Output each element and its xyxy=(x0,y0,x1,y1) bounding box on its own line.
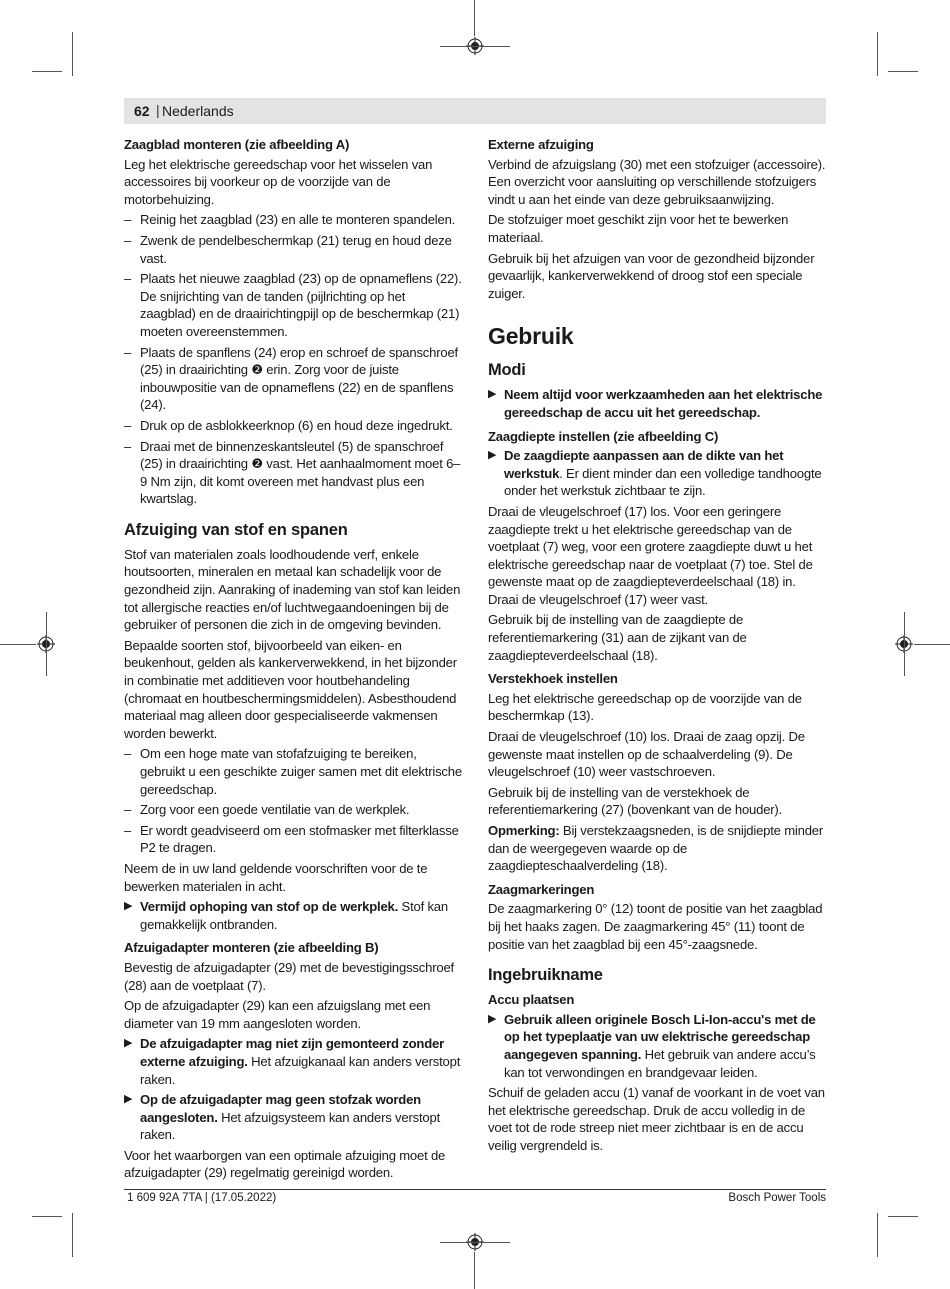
crop-mark xyxy=(888,71,918,72)
warning-item xyxy=(488,1011,828,1081)
warning-text: Het afzuigkanaal kan anders verstopt raken. xyxy=(140,1053,461,1087)
warning-bold: Op de afzuigadapter mag geen stofzak worden aangesloten. xyxy=(140,1092,421,1125)
header-language: Nederlands xyxy=(162,103,234,119)
crop-mark xyxy=(72,32,73,76)
triangle-bullet-icon: ▶ xyxy=(124,900,133,913)
warning-item xyxy=(124,898,464,933)
crop-mark xyxy=(888,1216,918,1217)
warning-bold: Gebruik alleen originele Bosch Li-Ion-accu's met de op het typeplaatje van uw elektrische gereedschap aangegeven spanning. xyxy=(504,1011,816,1062)
footer-doc-code: 1 609 92A 7TA | (17.05.2022) xyxy=(127,1192,277,1204)
note-label: Opmerking: xyxy=(488,823,560,838)
footer-brand: Bosch Power Tools xyxy=(728,1192,826,1204)
crop-mark xyxy=(904,612,905,676)
section-title: Zaagblad monteren (zie afbeelding A) xyxy=(124,137,350,152)
section-title: Zaagmarkeringen xyxy=(488,881,595,897)
paragraph: Gebruik bij de instelling van de zaagdiepte de referentiemarkering (31) aan de zijkant van de zaagdiepteverdeelschaal (18). xyxy=(488,612,747,663)
list-item: – Plaats het nieuwe zaagblad (23) op de opnameflens (22). De snijrichting van de tanden (pijlrichting op het zaagblad) en de draairichtingpijl op de beschermkap (21) moeten overeenstemmen. xyxy=(124,270,464,340)
crop-mark xyxy=(0,644,36,645)
warning-text: Het afzuigsysteem kan anders verstopt raken. xyxy=(140,1109,441,1143)
crop-mark xyxy=(914,644,950,645)
triangle-bullet-icon: ▶ xyxy=(488,388,497,401)
triangle-bullet-icon: ▶ xyxy=(124,1037,133,1050)
warning-bold: Vermijd ophoping van stof op de werkplek. xyxy=(140,899,399,915)
paragraph: Stof van materialen zoals loodhoudende verf, enkele houtsoorten, mineralen en metaal kan schadelijk voor de gezondheid zijn. Aanraking of inademing van stof kan leiden tot allergische reacties en/of luchtwegaandoeningen bij de gebruiker of personen die zich in de omgeving bevinden. xyxy=(124,546,461,633)
paragraph: Draai de vleugelschroef (17) los. Voor een geringere zaagdiepte trekt u het elektrische gereedschap van de voetplaat (7) weg, voor een grotere zaagdiepte duwt u het elektrische gereedschap naar de voetplaat (7) toe. Stel de gewenste maat op de zaagdiepteverdeelschaal (18) in. Draai de vleugelschroef (17) weer vast. xyxy=(488,503,813,607)
footer-divider xyxy=(124,1189,826,1190)
warning-item xyxy=(488,386,828,421)
crop-mark xyxy=(440,46,510,47)
paragraph: Leg het elektrische gereedschap voor het wisselen van accessoires bij voorkeur op de voorzijde van de motorbehuizing. xyxy=(124,156,433,207)
crop-mark xyxy=(440,1242,510,1243)
warning-text: . Er dient minder dan een volledige tandhoogte onder het werkstuk zichtbaar te zijn. xyxy=(504,465,822,499)
paragraph: Bevestig de afzuigadapter (29) met de bevestigingsschroef (28) aan de voetplaat (7). xyxy=(124,959,454,993)
paragraph: Neem de in uw land geldende voorschriften voor de te bewerken materialen in acht. xyxy=(124,860,428,894)
list-item: – Om een hoge mate van stofafzuiging te bereiken, gebruikt u een geschikte zuiger samen met dit elektrische gereedschap. xyxy=(124,745,464,798)
section-title: Verstekhoek instellen xyxy=(488,671,618,687)
section-title: Externe afzuiging xyxy=(488,137,594,152)
warning-bold: Neem altijd voor werkzaamheden aan het elektrische gereedschap de accu uit het gereedschap. xyxy=(504,387,823,420)
list-item: – Er wordt geadviseerd om een stofmasker met filterklasse P2 te dragen. xyxy=(124,822,464,857)
list-item: – Reinig het zaagblad (23) en alle te monteren spandelen. xyxy=(124,211,464,229)
crop-mark xyxy=(474,1252,475,1289)
crop-mark xyxy=(877,1213,878,1257)
crop-mark xyxy=(46,612,47,676)
paragraph: Verbind de afzuigslang (30) met een stofzuiger (accessoire). Een overzicht voor aansluiting op verschillende stofzuigers vindt u aan het einde van deze gebruiksaanwijzing. xyxy=(488,156,826,207)
list-item: – Draai met de binnenzeskantsleutel (5) de spanschroef (25) in draairichting ❷ vast. Het aanhaalmoment moet 6–9 Nm zijn, dit komt overeen met handvast plus een kwartslag. xyxy=(124,438,464,508)
triangle-bullet-icon: ▶ xyxy=(488,449,497,462)
section-title: Accu plaatsen xyxy=(488,992,575,1008)
paragraph: Gebruik bij het afzuigen van voor de gezondheid bijzonder gevaarlijk, kankerverwekkend of droog stof een speciale zuiger. xyxy=(488,250,815,301)
list-item: – Plaats de spanflens (24) erop en schroef de spanschroef (25) in draairichting ❷ erin. Zorg voor de juiste inbouwpositie van de opnameflens (22) en de spanflens (24). xyxy=(124,344,464,414)
paragraph: Bepaalde soorten stof, bijvoorbeeld van eiken- en beukenhout, gelden als kankerverwekkend, in het bijzonder in combinatie met additieven voor houtbehandeling (chromaat en houtbeschermingsmiddelen). Asbesthoudend materiaal mag alleen door gespecialiseerde vakmensen worden bewerkt. xyxy=(124,637,457,741)
header-separator: | xyxy=(156,102,160,118)
page-header xyxy=(124,98,826,124)
crop-mark xyxy=(32,1216,62,1217)
list-item: – Zwenk de pendelbeschermkap (21) terug en houd deze vast. xyxy=(124,232,464,267)
chapter-heading: Gebruik xyxy=(488,323,574,350)
triangle-bullet-icon: ▶ xyxy=(488,1012,497,1025)
list-item: – Druk op de asblokkeerknop (6) en houd deze ingedrukt. xyxy=(124,417,464,435)
warning-bold: De afzuigadapter mag niet zijn gemonteerd zonder externe afzuiging. xyxy=(140,1036,444,1069)
left-column xyxy=(124,136,464,1185)
section-heading: Modi xyxy=(488,361,526,380)
list-item: – Zorg voor een goede ventilatie van de werkplek. xyxy=(124,801,464,819)
paragraph: Leg het elektrische gereedschap op de voorzijde van de beschermkap (13). xyxy=(488,690,802,724)
section-heading: Ingebruikname xyxy=(488,966,603,985)
crop-mark xyxy=(474,0,475,36)
triangle-bullet-icon: ▶ xyxy=(124,1093,133,1106)
warning-item xyxy=(488,447,828,500)
paragraph: Op de afzuigadapter (29) kan een afzuigslang met een diameter van 19 mm aangesloten worden. xyxy=(124,998,431,1031)
crop-mark xyxy=(72,1213,73,1257)
section-heading: Afzuiging van stof en spanen xyxy=(124,520,348,539)
warning-bold: De zaagdiepte aanpassen aan de dikte van het werkstuk xyxy=(504,448,784,481)
section-title: Afzuigadapter monteren (zie afbeelding B) xyxy=(124,940,379,956)
right-column xyxy=(488,136,828,1158)
crop-mark xyxy=(877,32,878,76)
page-number: 62 xyxy=(134,103,150,119)
warning-item xyxy=(124,1091,464,1144)
paragraph: De zaagmarkering 0° (12) toont de positie van het zaagblad bij het haaks zagen. De zaagmarkering 45° (11) toont de positie van het zaagblad bij een 45°-zaagsnede. xyxy=(488,901,823,952)
note-text: Bij verstekzaagsneden, is de snijdiepte minder dan de weergegeven waarde op de zaagdiepteschaalverdeling (18). xyxy=(488,823,824,874)
warning-text: Stof kan gemakkelijk ontbranden. xyxy=(140,899,448,932)
note-paragraph xyxy=(488,822,828,875)
paragraph: Voor het waarborgen van een optimale afzuiging moet de afzuigadapter (29) regelmatig gereinigd worden. xyxy=(124,1147,446,1181)
crop-mark xyxy=(32,71,62,72)
paragraph: De stofzuiger moet geschikt zijn voor het te bewerken materiaal. xyxy=(488,212,789,245)
paragraph: Draai de vleugelschroef (10) los. Draai de zaag opzij. De gewenste maat instellen op de schaalverdeling (9). De vleugelschroef (10) weer vastschroeven. xyxy=(488,729,805,780)
warning-item xyxy=(124,1035,464,1088)
section-title: Zaagdiepte instellen (zie afbeelding C) xyxy=(488,428,719,444)
paragraph: Gebruik bij de instelling van de verstekhoek de referentiemarkering (27) (bovenkant van de houder). xyxy=(488,784,783,818)
warning-text: Het gebruik van andere accu’s kan tot verwondingen en brandgevaar leiden. xyxy=(504,1046,816,1080)
paragraph: Schuif de geladen accu (1) vanaf de voorkant in de voet van het elektrische gereedschap. Druk de accu volledig in de voet tot de rode streep niet meer zichtbaar is en de accu veilig vergrendeld is. xyxy=(488,1085,825,1153)
